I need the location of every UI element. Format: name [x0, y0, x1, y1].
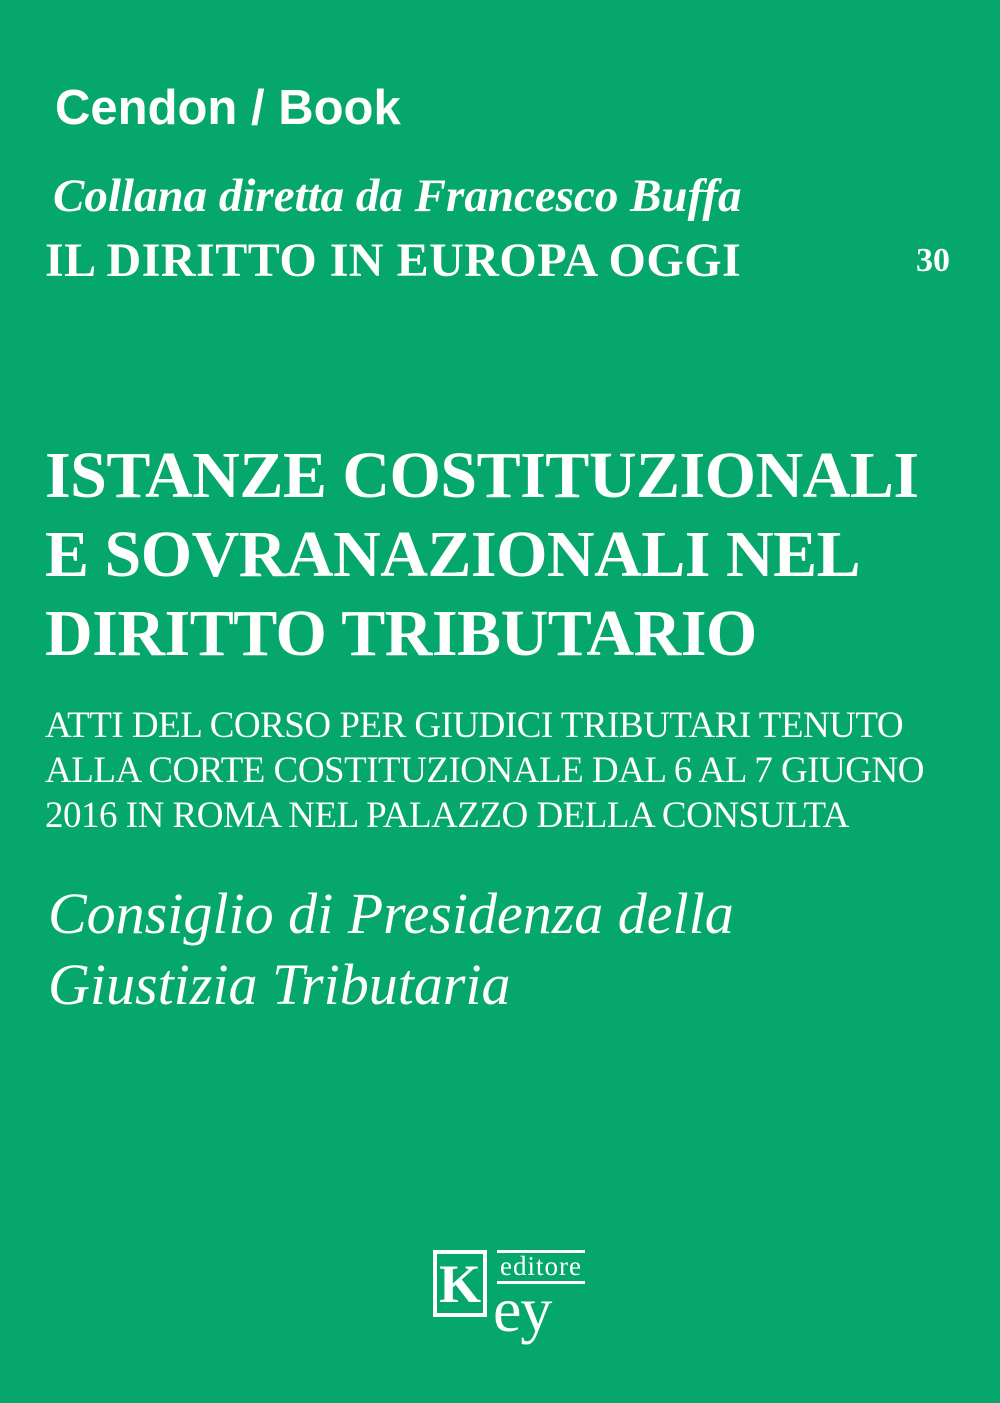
key-logo-ey-text: ey — [493, 1274, 552, 1345]
author-name — [48, 878, 734, 1020]
publisher-brand: Cendon / Book — [55, 81, 401, 135]
book-title-line-2: E SOVRANAZIONALI NEL — [45, 518, 861, 591]
key-logo-editore-text: editore — [497, 1250, 585, 1284]
book-title — [45, 436, 919, 673]
book-subtitle-line-3: 2016 IN ROMA NEL PALAZZO DELLA CONSULTA — [45, 795, 849, 836]
series-volume-number: 30 — [916, 242, 950, 279]
book-title-line-3: DIRITTO TRIBUTARIO — [45, 597, 757, 670]
author-line-2: Giustizia Tributaria — [48, 952, 511, 1017]
book-subtitle-line-2: ALLA CORTE COSTITUZIONALE DAL 6 AL 7 GIUGNO — [45, 750, 924, 791]
book-subtitle-line-1: ATTI DEL CORSO PER GIUDICI TRIBUTARI TENUTO — [45, 705, 904, 746]
book-title-line-1: ISTANZE COSTITUZIONALI — [45, 439, 919, 512]
series-director-line: Collana diretta da Francesco Buffa — [53, 170, 742, 222]
book-subtitle — [45, 703, 924, 838]
author-line-1: Consiglio di Presidenza della — [48, 881, 734, 946]
key-logo-k-box — [433, 1250, 487, 1317]
key-logo-k-letter: K — [438, 1253, 481, 1314]
series-name: IL DIRITTO IN EUROPA OGGI — [45, 234, 742, 287]
key-logo-wordmark — [493, 1250, 585, 1345]
key-editore-logo — [433, 1250, 585, 1345]
